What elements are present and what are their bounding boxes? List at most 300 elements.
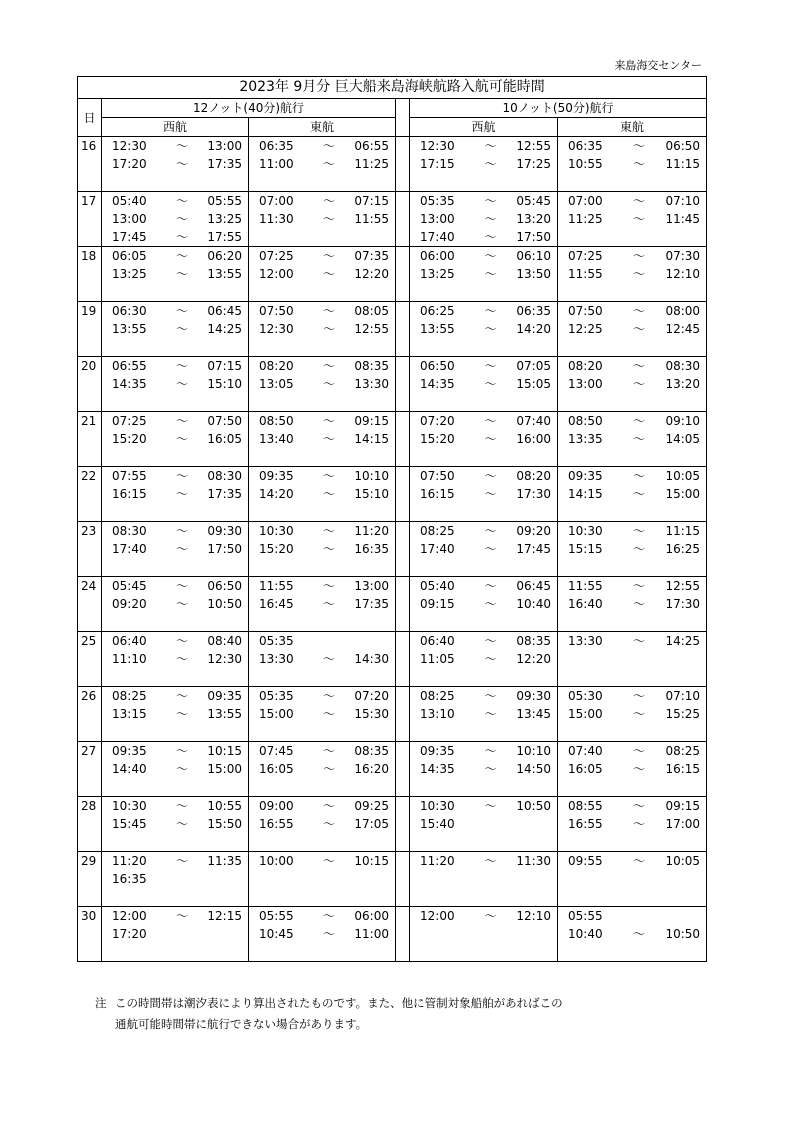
- start-time: 07:20: [420, 414, 455, 428]
- end-time: 14:20: [516, 322, 551, 336]
- end-time: 14:15: [354, 432, 389, 446]
- table-row: [78, 173, 707, 192]
- start-time: 16:35: [112, 872, 147, 886]
- tilde-separator: ～: [633, 762, 646, 776]
- end-time: 10:05: [665, 469, 701, 483]
- start-time: 15:45: [112, 817, 147, 831]
- day-cell: [78, 503, 102, 522]
- east-10-knot-cell: [558, 210, 707, 228]
- table-row: [78, 632, 707, 651]
- start-time: 16:15: [112, 487, 147, 501]
- start-time: 17:15: [420, 157, 455, 171]
- table-row: [78, 412, 707, 431]
- start-time: 17:20: [112, 157, 147, 171]
- end-time: 06:10: [516, 249, 551, 263]
- tilde-separator: ～: [484, 267, 497, 281]
- end-time: 13:20: [665, 377, 701, 391]
- end-time: 14:30: [354, 652, 389, 666]
- day-cell: 24: [78, 577, 102, 596]
- column-separator: [396, 595, 410, 613]
- start-time: 09:35: [112, 744, 147, 758]
- east-12-knot-cell: [249, 595, 396, 613]
- column-separator: [396, 228, 410, 247]
- east-10-knot-cell: [558, 778, 707, 797]
- east-12-knot-cell: [249, 485, 396, 503]
- tilde-separator: ～: [322, 762, 335, 776]
- start-time: 08:55: [568, 799, 603, 813]
- table-title: 2023年 9月分 巨大船来島海峡航路入航可能時間: [78, 77, 707, 99]
- end-time: 13:55: [207, 707, 242, 721]
- tilde-separator: ～: [633, 597, 646, 611]
- end-time: 17:25: [516, 157, 551, 171]
- west-10-knot-cell: [410, 870, 558, 888]
- tilde-separator: ～: [484, 230, 497, 244]
- end-time: 13:55: [207, 267, 242, 281]
- start-time: 05:35: [259, 689, 294, 703]
- day-cell: [78, 943, 102, 962]
- tilde-separator: ～: [322, 524, 335, 538]
- west-12-knot-cell: [102, 723, 249, 742]
- start-time: 08:25: [420, 689, 455, 703]
- east-12-knot-cell: [249, 540, 396, 558]
- column-separator: [396, 577, 410, 596]
- table-row: [78, 485, 707, 503]
- end-time: 17:50: [516, 230, 551, 244]
- west-10-knot-cell: [410, 723, 558, 742]
- start-time: 07:25: [259, 249, 294, 263]
- table-row: [78, 815, 707, 833]
- east-12-knot-cell: [249, 723, 396, 742]
- column-separator: [396, 742, 410, 761]
- tilde-separator: ～: [633, 927, 646, 941]
- group-10-knot-header: 10ノット(50分)航行: [410, 99, 707, 118]
- footnote-line-1: この時間帯は潮汐表により算出されたものです。また、他に管制対象船舶があればこの: [115, 996, 563, 1010]
- tilde-separator: ～: [175, 689, 188, 703]
- end-time: 12:10: [665, 267, 701, 281]
- east-10-knot-cell: [558, 448, 707, 467]
- tilde-separator: ～: [175, 524, 188, 538]
- tilde-separator: ～: [484, 157, 497, 171]
- west-10-knot-cell: [410, 210, 558, 228]
- west-12-knot-cell: [102, 705, 249, 723]
- west-10-knot-cell: [410, 320, 558, 338]
- start-time: 05:30: [568, 689, 603, 703]
- end-time: 11:45: [665, 212, 701, 226]
- east-10-knot-cell: [558, 705, 707, 723]
- start-time: 13:25: [420, 267, 455, 281]
- transit-timetable: [77, 76, 707, 962]
- column-separator: [396, 797, 410, 816]
- tilde-separator: ～: [484, 322, 497, 336]
- start-time: 10:00: [259, 854, 294, 868]
- tilde-separator: ～: [484, 377, 497, 391]
- start-time: 11:55: [568, 579, 603, 593]
- west-12-knot-cell: [102, 375, 249, 393]
- east-10-knot-cell: [558, 870, 707, 888]
- west-header-12: 西航: [102, 118, 249, 137]
- tilde-separator: ～: [484, 304, 497, 318]
- east-10-knot-cell: [558, 833, 707, 852]
- day-cell: 27: [78, 742, 102, 761]
- table-row: [78, 192, 707, 211]
- start-time: 05:35: [259, 634, 294, 648]
- table-row: [78, 522, 707, 541]
- column-separator: [396, 357, 410, 376]
- end-time: 13:30: [354, 377, 389, 391]
- tilde-separator: ～: [175, 212, 188, 226]
- east-10-knot-cell: [558, 742, 707, 761]
- end-time: 10:15: [207, 744, 242, 758]
- end-time: 07:15: [354, 194, 389, 208]
- east-10-knot-cell: [558, 760, 707, 778]
- end-time: 13:50: [516, 267, 551, 281]
- tilde-separator: ～: [633, 744, 646, 758]
- tilde-separator: ～: [633, 689, 646, 703]
- start-time: 17:40: [112, 542, 147, 556]
- east-10-knot-cell: [558, 815, 707, 833]
- day-cell: 22: [78, 467, 102, 486]
- column-separator: [396, 375, 410, 393]
- west-12-knot-cell: [102, 632, 249, 651]
- tilde-separator: ～: [322, 157, 335, 171]
- west-12-knot-cell: [102, 577, 249, 596]
- start-time: 08:50: [568, 414, 603, 428]
- end-time: 12:15: [207, 909, 242, 923]
- tilde-separator: ～: [633, 267, 646, 281]
- tilde-separator: ～: [322, 652, 335, 666]
- column-separator: [396, 870, 410, 888]
- east-10-knot-cell: [558, 430, 707, 448]
- east-10-knot-cell: [558, 357, 707, 376]
- west-10-knot-cell: [410, 173, 558, 192]
- tilde-separator: ～: [633, 249, 646, 263]
- start-time: 11:25: [568, 212, 603, 226]
- start-time: 07:25: [568, 249, 603, 263]
- start-time: 15:40: [420, 817, 455, 831]
- day-cell: [78, 283, 102, 302]
- east-10-knot-cell: [558, 320, 707, 338]
- west-12-knot-cell: [102, 522, 249, 541]
- east-12-knot-cell: [249, 210, 396, 228]
- start-time: 06:30: [112, 304, 147, 318]
- end-time: 16:25: [665, 542, 701, 556]
- end-time: 16:05: [207, 432, 242, 446]
- end-time: 17:05: [354, 817, 389, 831]
- end-time: 06:00: [354, 909, 389, 923]
- start-time: 09:35: [259, 469, 294, 483]
- table-row: [78, 393, 707, 412]
- day-cell: 17: [78, 192, 102, 211]
- start-time: 06:05: [112, 249, 147, 263]
- west-10-knot-cell: [410, 833, 558, 852]
- day-cell: [78, 485, 102, 503]
- end-time: 14:25: [665, 634, 701, 648]
- west-12-knot-cell: [102, 742, 249, 761]
- table-row: [78, 742, 707, 761]
- table-row: [78, 797, 707, 816]
- tilde-separator: ～: [175, 157, 188, 171]
- column-separator: [396, 833, 410, 852]
- start-time: 13:30: [568, 634, 603, 648]
- end-time: 11:30: [516, 854, 551, 868]
- west-10-knot-cell: [410, 467, 558, 486]
- table-row: [78, 833, 707, 852]
- day-cell: 26: [78, 687, 102, 706]
- table-row: [78, 247, 707, 266]
- day-cell: [78, 815, 102, 833]
- west-10-knot-cell: [410, 650, 558, 668]
- start-time: 15:00: [259, 707, 294, 721]
- end-time: 09:30: [207, 524, 242, 538]
- day-cell: 30: [78, 907, 102, 926]
- east-12-knot-cell: [249, 632, 396, 651]
- west-10-knot-cell: [410, 943, 558, 962]
- tilde-separator: ～: [484, 139, 497, 153]
- end-time: 14:50: [516, 762, 551, 776]
- tilde-separator: ～: [175, 579, 188, 593]
- column-separator: [396, 558, 410, 577]
- east-10-knot-cell: [558, 558, 707, 577]
- west-10-knot-cell: [410, 247, 558, 266]
- column-separator: [396, 283, 410, 302]
- column-separator: [396, 540, 410, 558]
- start-time: 06:40: [420, 634, 455, 648]
- west-12-knot-cell: [102, 412, 249, 431]
- end-time: 08:00: [665, 304, 701, 318]
- start-time: 06:00: [420, 249, 455, 263]
- west-10-knot-cell: [410, 137, 558, 156]
- end-time: 07:05: [516, 359, 551, 373]
- day-cell: [78, 265, 102, 283]
- start-time: 17:45: [112, 230, 147, 244]
- tilde-separator: ～: [484, 689, 497, 703]
- tilde-separator: ～: [322, 487, 335, 501]
- end-time: 08:20: [516, 469, 551, 483]
- day-cell: [78, 448, 102, 467]
- end-time: 10:15: [354, 854, 389, 868]
- west-10-knot-cell: [410, 705, 558, 723]
- west-10-knot-cell: [410, 192, 558, 211]
- west-12-knot-cell: [102, 907, 249, 926]
- west-10-knot-cell: [410, 742, 558, 761]
- end-time: 10:50: [207, 597, 242, 611]
- tilde-separator: ～: [633, 157, 646, 171]
- start-time: 17:40: [420, 542, 455, 556]
- tilde-separator: ～: [175, 854, 188, 868]
- tilde-separator: ～: [633, 542, 646, 556]
- west-10-knot-cell: [410, 632, 558, 651]
- end-time: 17:55: [207, 230, 242, 244]
- column-separator: [396, 247, 410, 266]
- end-time: 09:30: [516, 689, 551, 703]
- tilde-separator: ～: [322, 542, 335, 556]
- east-10-knot-cell: [558, 247, 707, 266]
- start-time: 11:20: [420, 854, 455, 868]
- tilde-separator: ～: [322, 799, 335, 813]
- end-time: 10:55: [207, 799, 242, 813]
- start-time: 09:15: [420, 597, 455, 611]
- column-separator: [396, 943, 410, 962]
- end-time: 17:00: [665, 817, 701, 831]
- east-12-knot-cell: [249, 393, 396, 412]
- start-time: 13:15: [112, 707, 147, 721]
- west-10-knot-cell: [410, 485, 558, 503]
- east-10-knot-cell: [558, 302, 707, 321]
- column-separator: [396, 265, 410, 283]
- table-row: [78, 338, 707, 357]
- end-time: 10:50: [516, 799, 551, 813]
- day-cell: [78, 338, 102, 357]
- table-row: [78, 613, 707, 632]
- column-separator: [396, 907, 410, 926]
- start-time: 13:00: [568, 377, 603, 391]
- end-time: 06:55: [354, 139, 389, 153]
- column-separator: [396, 485, 410, 503]
- table-row: [78, 723, 707, 742]
- east-10-knot-cell: [558, 503, 707, 522]
- tilde-separator: ～: [322, 909, 335, 923]
- west-12-knot-cell: [102, 393, 249, 412]
- east-12-knot-cell: [249, 155, 396, 173]
- column-separator: [396, 723, 410, 742]
- west-10-knot-cell: [410, 577, 558, 596]
- end-time: 10:10: [516, 744, 551, 758]
- tilde-separator: ～: [322, 267, 335, 281]
- west-12-knot-cell: [102, 228, 249, 247]
- table-row: [78, 907, 707, 926]
- day-cell: 18: [78, 247, 102, 266]
- tilde-separator: ～: [175, 230, 188, 244]
- tilde-separator: ～: [175, 634, 188, 648]
- end-time: 12:55: [516, 139, 551, 153]
- table-row: [78, 577, 707, 596]
- start-time: 12:30: [259, 322, 294, 336]
- start-time: 09:55: [568, 854, 603, 868]
- tilde-separator: ～: [322, 249, 335, 263]
- day-cell: 25: [78, 632, 102, 651]
- start-time: 08:20: [568, 359, 603, 373]
- start-time: 17:40: [420, 230, 455, 244]
- start-time: 12:25: [568, 322, 603, 336]
- west-12-knot-cell: [102, 302, 249, 321]
- tilde-separator: ～: [175, 707, 188, 721]
- start-time: 07:55: [112, 469, 147, 483]
- table-row: [78, 357, 707, 376]
- table-row: [78, 137, 707, 156]
- end-time: 05:45: [516, 194, 551, 208]
- end-time: 08:40: [207, 634, 242, 648]
- tilde-separator: ～: [484, 707, 497, 721]
- start-time: 12:00: [259, 267, 294, 281]
- tilde-separator: ～: [175, 469, 188, 483]
- tilde-separator: ～: [175, 249, 188, 263]
- day-cell: [78, 613, 102, 632]
- end-time: 08:30: [207, 469, 242, 483]
- end-time: 08:05: [354, 304, 389, 318]
- west-10-knot-cell: [410, 888, 558, 907]
- end-time: 13:00: [354, 579, 389, 593]
- east-10-knot-cell: [558, 888, 707, 907]
- end-time: 15:10: [207, 377, 242, 391]
- tilde-separator: ～: [175, 542, 188, 556]
- start-time: 13:25: [112, 267, 147, 281]
- end-time: 06:50: [665, 139, 701, 153]
- west-10-knot-cell: [410, 797, 558, 816]
- start-time: 14:35: [420, 377, 455, 391]
- tilde-separator: ～: [322, 854, 335, 868]
- day-cell: 28: [78, 797, 102, 816]
- east-12-knot-cell: [249, 760, 396, 778]
- table-row: [78, 778, 707, 797]
- column-separator: [396, 467, 410, 486]
- day-cell: [78, 155, 102, 173]
- column-separator: [396, 137, 410, 156]
- timetable-body: [78, 137, 707, 962]
- table-row: [78, 650, 707, 668]
- west-12-knot-cell: [102, 430, 249, 448]
- tilde-separator: ～: [484, 487, 497, 501]
- east-12-knot-cell: [249, 925, 396, 943]
- start-time: 16:05: [568, 762, 603, 776]
- tilde-separator: ～: [633, 579, 646, 593]
- start-time: 16:40: [568, 597, 603, 611]
- end-time: 08:35: [354, 359, 389, 373]
- day-cell: [78, 320, 102, 338]
- table-row: [78, 320, 707, 338]
- west-12-knot-cell: [102, 595, 249, 613]
- tilde-separator: ～: [484, 542, 497, 556]
- column-separator: [396, 778, 410, 797]
- west-10-knot-cell: [410, 852, 558, 871]
- tilde-separator: ～: [633, 817, 646, 831]
- column-separator: [396, 99, 410, 137]
- end-time: 08:30: [665, 359, 701, 373]
- east-12-knot-cell: [249, 375, 396, 393]
- end-time: 16:35: [354, 542, 389, 556]
- west-10-knot-cell: [410, 925, 558, 943]
- tilde-separator: ～: [322, 212, 335, 226]
- east-12-knot-cell: [249, 265, 396, 283]
- tilde-separator: ～: [322, 432, 335, 446]
- start-time: 06:35: [259, 139, 294, 153]
- start-time: 15:20: [259, 542, 294, 556]
- day-cell: [78, 705, 102, 723]
- tilde-separator: ～: [175, 744, 188, 758]
- end-time: 07:50: [207, 414, 242, 428]
- start-time: 14:15: [568, 487, 603, 501]
- east-10-knot-cell: [558, 283, 707, 302]
- west-12-knot-cell: [102, 338, 249, 357]
- tilde-separator: ～: [484, 762, 497, 776]
- end-time: 11:25: [354, 157, 389, 171]
- tilde-separator: ～: [322, 689, 335, 703]
- west-12-knot-cell: [102, 833, 249, 852]
- west-10-knot-cell: [410, 228, 558, 247]
- west-12-knot-cell: [102, 613, 249, 632]
- tilde-separator: ～: [175, 377, 188, 391]
- start-time: 05:40: [420, 579, 455, 593]
- east-12-knot-cell: [249, 302, 396, 321]
- west-10-knot-cell: [410, 595, 558, 613]
- column-separator: [396, 888, 410, 907]
- end-time: 17:35: [207, 157, 242, 171]
- start-time: 13:05: [259, 377, 294, 391]
- end-time: 10:10: [354, 469, 389, 483]
- end-time: 17:30: [516, 487, 551, 501]
- end-time: 06:20: [207, 249, 242, 263]
- end-time: 09:15: [665, 799, 701, 813]
- start-time: 05:55: [259, 909, 294, 923]
